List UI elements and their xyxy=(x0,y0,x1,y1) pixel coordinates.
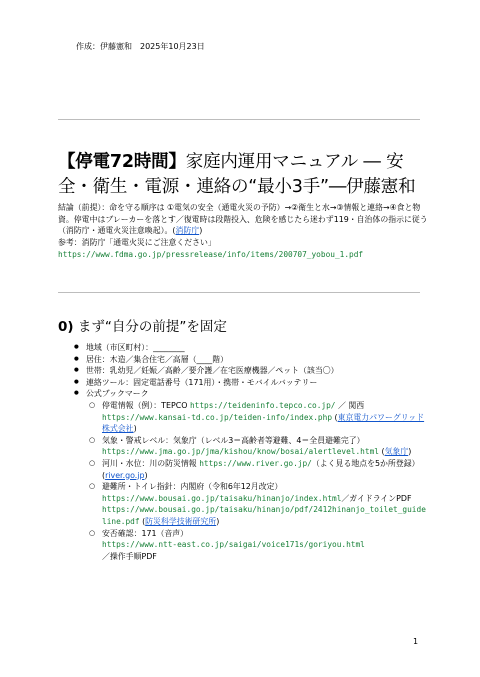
title-bold: 【停電72時間】 xyxy=(58,152,186,172)
list-item xyxy=(86,400,430,435)
kansai-url[interactable]: https://www.kansai-td.co.jp/teiden-info/index.php xyxy=(102,412,333,422)
document-title xyxy=(58,150,428,200)
reference-label: 参考：消防庁「通電火災にご注意ください」 xyxy=(58,238,216,247)
conclusion-paragraph xyxy=(58,202,430,237)
power-label: 停電情報（例）：TEPCO xyxy=(102,400,190,410)
evac-guideline-url[interactable]: https://www.bousai.go.jp/taisaku/hinanjo/pdf/2412hinanjo_toilet_guideline.pdf xyxy=(102,505,426,526)
tepco-url[interactable]: https://teideninfo.tepco.co.jp/ xyxy=(189,400,336,410)
list-item xyxy=(86,458,430,481)
river-link[interactable]: river.go.jp xyxy=(105,470,145,480)
divider xyxy=(58,119,420,120)
list-item xyxy=(58,342,430,354)
tepco-pg-link[interactable]: 東京電力パワーグリッド株式会社 xyxy=(102,412,425,434)
section-title: まず“自分の前提”を固定 xyxy=(73,319,227,335)
river-paren-close: ) xyxy=(144,470,148,480)
jma-link[interactable]: 気象庁 xyxy=(384,447,409,457)
power-sep: ／ 関西 xyxy=(335,400,365,410)
bookmarks-text: 公式ブックマーク xyxy=(86,389,149,399)
housing-text: 居住：木造／集合住宅／高層（____階） xyxy=(86,354,229,364)
evac-paren-open: ( xyxy=(139,516,146,526)
area-text: 地域（市区町村）：________ xyxy=(86,343,185,352)
weather-label: 気象・警戒レベル：気象庁（レベル3＝高齢者等避難、4＝全員避難完了） xyxy=(102,435,365,445)
reference-url[interactable]: https://www.fdma.go.jp/pressrelease/info/items/200707_yobou_1.pdf xyxy=(58,250,364,259)
conclusion-text: 結論（前提）：命を守る順序は ①電気の安全（通電火災の予防）→②衛生と水→③情報と連絡→④食と物資。停電中はブレーカーを落とす／復電時は段階投入、危険を感じたら迷わず119・自治体の指示に従う（消防庁・通電火災注意喚起）。( xyxy=(58,203,428,236)
list-item xyxy=(86,528,430,563)
bookmark-sublist xyxy=(86,400,430,562)
list-item xyxy=(58,377,430,389)
title-rest: 家庭内運用マニュアル ― 安全・衛生・電源・連絡の“最小3手”―伊藤憲和 xyxy=(58,152,416,197)
list-item xyxy=(58,365,430,377)
power-paren-open: ( xyxy=(332,412,338,422)
evac-mid: ／ガイドラインPDF xyxy=(341,493,412,503)
power-paren-close: ) xyxy=(133,424,137,434)
list-item xyxy=(58,388,430,562)
jma-url[interactable]: https://www.jma.go.jp/jma/kishou/know/bosai/alertlevel.html xyxy=(102,447,379,457)
evac-url[interactable]: https://www.bousai.go.jp/taisaku/hinanjo/index.html xyxy=(102,493,342,503)
section-heading xyxy=(58,318,227,336)
weather-paren-close: ) xyxy=(408,447,412,457)
premise-list xyxy=(58,342,430,562)
river-url[interactable]: https://www.river.go.jp/ xyxy=(199,458,312,468)
ntt-url[interactable]: https://www.ntt-east.co.jp/saigai/voice171s/goriyou.html xyxy=(102,540,365,550)
evac-label: 避難所・トイレ指針：内閣府（令和6年12月改定） xyxy=(102,482,283,492)
safety-label: 安否確認：171（音声） xyxy=(102,528,189,538)
list-item xyxy=(86,481,430,527)
evac-paren-close: ) xyxy=(216,516,220,526)
page-number: 1 xyxy=(413,637,419,646)
list-item xyxy=(58,354,430,366)
fdma-link[interactable]: 消防庁 xyxy=(175,226,200,236)
list-item xyxy=(86,435,430,458)
safety-after: ／操作手順PDF xyxy=(102,551,157,561)
contact-text: 連絡ツール：固定電話番号（171用）・携帯・モバイルバッテリー xyxy=(86,377,318,387)
household-text: 世帯：乳幼児／妊娠／高齢／要介護／在宅医療機器／ペット（該当〇） xyxy=(86,366,339,376)
conclusion-after: ) xyxy=(199,226,203,236)
river-after: （よく見る地点を5か所登録）( xyxy=(102,458,420,480)
divider xyxy=(58,292,420,293)
section-number: 0) xyxy=(58,319,74,335)
weather-paren-open: ( xyxy=(378,447,385,457)
river-label: 河川・水位：川の防災情報 xyxy=(102,458,200,468)
bosai-link[interactable]: 防災科学技術研究所 xyxy=(145,516,217,526)
author-line: 作成：伊藤憲和 2025年10月23日 xyxy=(76,42,205,51)
